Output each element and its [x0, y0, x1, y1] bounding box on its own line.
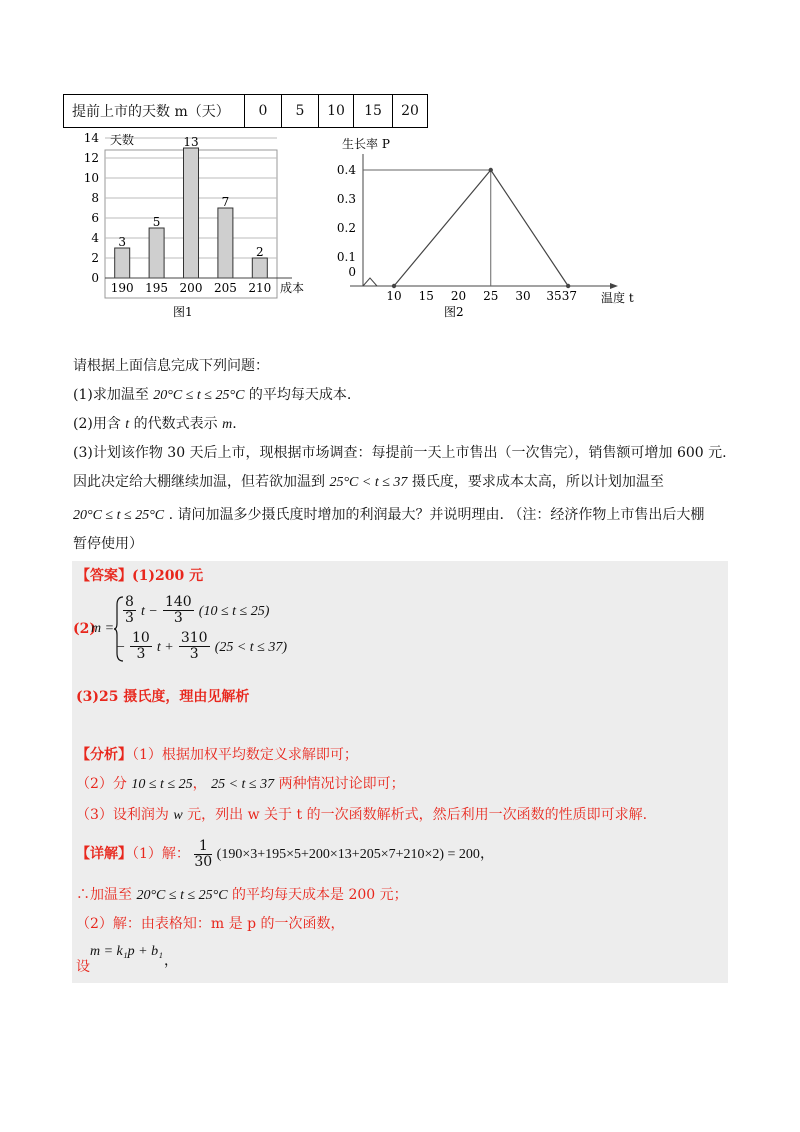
- detail-1-a: （1）解：: [132, 846, 190, 862]
- chart2-x-arrow: [610, 283, 618, 289]
- chart2-xtick-label: 20: [450, 289, 467, 303]
- chart2-ytick-label: 0.3: [336, 192, 356, 206]
- detail-line-1: [76, 836, 494, 872]
- chart1-bars: [115, 135, 268, 278]
- piecewise-case-1: [123, 595, 269, 626]
- chart2-line: [394, 170, 568, 286]
- chart2-xticks: [386, 289, 577, 303]
- detail-line-3: （2）解：由表格知：m 是 p 的一次函数，: [76, 916, 345, 932]
- detail-1-expr: (190×3+195×5+200×13+205×7+210×2) = 200: [216, 847, 480, 862]
- analysis-2-b: 两种情况讨论即可；: [278, 776, 405, 792]
- question-1: [73, 385, 351, 406]
- answer-line-1: [76, 566, 203, 586]
- days-table: [63, 94, 428, 128]
- q1-text-a: (1)求加温至: [73, 387, 149, 403]
- table-cell: 10: [319, 95, 354, 128]
- analysis-1: （1）根据加权平均数定义求解即可；: [132, 747, 358, 763]
- case2-t: t +: [156, 640, 174, 655]
- q1-math: 20°C ≤ t ≤ 25°C: [153, 388, 245, 403]
- chart2-point: [566, 284, 570, 288]
- question-3-line-3: [73, 505, 704, 526]
- table-cell: 15: [354, 95, 393, 128]
- chart1-ylabel: 天数: [110, 133, 135, 147]
- chart2-point: [392, 284, 396, 288]
- chart2-xtick-label: 3537: [546, 289, 577, 303]
- chart1-data-label: 13: [183, 135, 199, 149]
- chart1-xtick-label: 200: [179, 281, 203, 295]
- q3-text-b: 摄氏度，要求成本太高，所以计划加温至: [411, 474, 664, 490]
- chart2-axis-break: [363, 278, 377, 286]
- answer-2-m: m =: [91, 621, 115, 636]
- case2-num1: 10: [132, 630, 150, 646]
- chart1-ytick-label: 14: [83, 131, 99, 145]
- chart1-xtick-label: 205: [213, 281, 237, 295]
- chart2-ytick-label: 0.2: [336, 221, 356, 235]
- chart1-data-label: 3: [118, 235, 127, 249]
- detail-4-math: m = k₁p + b₁: [90, 944, 163, 959]
- table-cell: 0: [245, 95, 282, 128]
- detail-2-b: 的平均每天成本是 200 元；: [232, 887, 408, 903]
- chart2-ylabel: 生长率 P: [342, 137, 390, 151]
- detail-line-4: [76, 940, 276, 976]
- detail-line-2: [76, 885, 408, 906]
- analysis-line-3: [76, 805, 647, 826]
- case2-den1: 3: [136, 646, 146, 662]
- chart2-guides: [363, 170, 491, 286]
- question-3-line-2: [73, 472, 664, 493]
- chart1-ytick-label: 10: [83, 171, 99, 185]
- chart2-xlabel: 温度 t: [601, 291, 634, 305]
- chart2-series: [392, 168, 571, 288]
- q2-var-m: m: [222, 417, 233, 432]
- chart1-ytick-label: 4: [91, 231, 99, 245]
- case1-den2: 3: [173, 610, 183, 626]
- q3-math-1: 25°C < t ≤ 37: [329, 475, 408, 490]
- chart1-bar: [149, 228, 164, 278]
- analysis-line-2: [76, 774, 405, 795]
- question-2: [73, 414, 237, 435]
- analysis-2-math-2: 25 < t ≤ 37: [211, 777, 275, 792]
- question-intro: 请根据上面信息完成下列问题：: [73, 358, 269, 374]
- case2-neg: −: [117, 640, 125, 655]
- case1-t: t −: [141, 604, 158, 619]
- detail-1-end: ，: [479, 847, 494, 862]
- q3-text-a: 因此决定给大棚继续加温，但若欲加温到: [73, 474, 325, 490]
- chart1-xlabel: 成本: [280, 281, 305, 295]
- case2-num2: 310: [180, 630, 208, 646]
- case1-den1: 3: [125, 610, 134, 626]
- detail-4-a: 设: [76, 959, 90, 975]
- table-cell: 5: [282, 95, 319, 128]
- answer-2-prefix: (2): [73, 621, 96, 637]
- chart1-ytick-label: 0: [91, 271, 99, 285]
- q2-text-b: 的代数式表示: [133, 416, 218, 432]
- q1-text-b: 的平均每天成本.: [248, 387, 352, 403]
- chart1-caption: 图1: [173, 305, 193, 319]
- analysis-2-a: （2）分: [76, 776, 127, 792]
- q3-math-2: 20°C ≤ t ≤ 25°C: [73, 508, 165, 523]
- cost-bar-chart: [60, 130, 320, 330]
- analysis-label: 【分析】: [76, 747, 132, 763]
- question-3-line-1: (3)计划该作物 30 天后上市，现根据市场调查：每提前一天上市售出（一次售完），销售额可增加 600 元.: [73, 445, 727, 461]
- chart1-xtick-label: 210: [248, 281, 272, 295]
- chart2-xtick-label: 10: [386, 289, 402, 303]
- q3-text-c: . 请问加温多少摄氏度时增加的利润最大？并说明理由. （注：经济作物上市售出后大棚: [168, 507, 705, 523]
- case1-num2: 140: [164, 594, 192, 610]
- chart1-xticks: [111, 281, 272, 295]
- case2-den2: 3: [189, 646, 199, 662]
- chart1-ytick-label: 2: [91, 251, 99, 265]
- piecewise-case-2: [117, 631, 287, 662]
- table-cell: 20: [393, 95, 428, 128]
- question-3-line-4: 暂停使用）: [73, 536, 143, 552]
- chart1-ytick-label: 6: [91, 211, 99, 225]
- chart2-xtick-label: 25: [483, 289, 499, 303]
- detail-4-end: ，: [164, 954, 178, 969]
- chart2-ytick-label: 0.1: [336, 250, 356, 264]
- analysis-2-sep: ，: [192, 776, 207, 792]
- chart2-xtick-label: 15: [418, 289, 434, 303]
- chart1-bar: [184, 148, 199, 278]
- analysis-3-a: （3）设利润为: [76, 807, 169, 823]
- answer-3: (3)25 摄氏度，理由见解析: [76, 689, 250, 705]
- chart2-xtick-label: 30: [515, 289, 531, 303]
- detail-2-a: ∴加温至: [76, 887, 132, 903]
- analysis-line-1: [76, 745, 358, 765]
- chart2-caption: 图2: [444, 305, 464, 319]
- chart1-bar: [218, 208, 233, 278]
- chart1-data-label: 2: [255, 245, 264, 259]
- answer-2-piecewise: [73, 593, 313, 667]
- q2-text-c: .: [232, 416, 237, 432]
- chart1-yticks: [84, 131, 100, 285]
- chart1-ytick-label: 12: [83, 151, 99, 165]
- chart1-data-label: 5: [152, 215, 161, 229]
- detail-label: 【详解】: [76, 846, 132, 862]
- chart2-point: [489, 168, 493, 172]
- chart2-ytick-label: 0: [348, 265, 356, 279]
- chart1-bar: [115, 248, 130, 278]
- chart2-ytick-label: 0.4: [336, 163, 356, 177]
- chart1-bar: [252, 258, 267, 278]
- chart1-xtick-label: 195: [145, 281, 169, 295]
- chart1-data-label: 7: [221, 195, 230, 209]
- q2-text-a: (2)用含: [73, 416, 121, 432]
- analysis-2-math-1: 10 ≤ t ≤ 25: [131, 777, 193, 792]
- chart1-ytick-label: 8: [91, 191, 99, 205]
- answer-1: (1)200 元: [132, 568, 204, 584]
- table-header-cell: 提前上市的天数 m（天）: [64, 95, 245, 128]
- detail-2-math: 20°C ≤ t ≤ 25°C: [136, 888, 228, 903]
- case1-cond: (10 ≤ t ≤ 25): [198, 604, 270, 619]
- answer-label: 【答案】: [76, 568, 132, 584]
- analysis-3-b: 元，列出 w 关于 t 的一次函数解析式，然后利用一次函数的性质即可求解.: [187, 807, 648, 823]
- case2-cond: (25 < t ≤ 37): [214, 640, 288, 655]
- detail-frac-num: 1: [194, 839, 212, 855]
- chart2-yticks: [337, 163, 356, 279]
- case1-num1: 8: [125, 594, 134, 610]
- q2-var-t: t: [125, 417, 130, 432]
- detail-frac-den: 30: [194, 853, 213, 870]
- chart1-xtick-label: 190: [110, 281, 134, 295]
- growth-rate-line-chart: [330, 130, 650, 330]
- analysis-3-w: w: [173, 808, 183, 823]
